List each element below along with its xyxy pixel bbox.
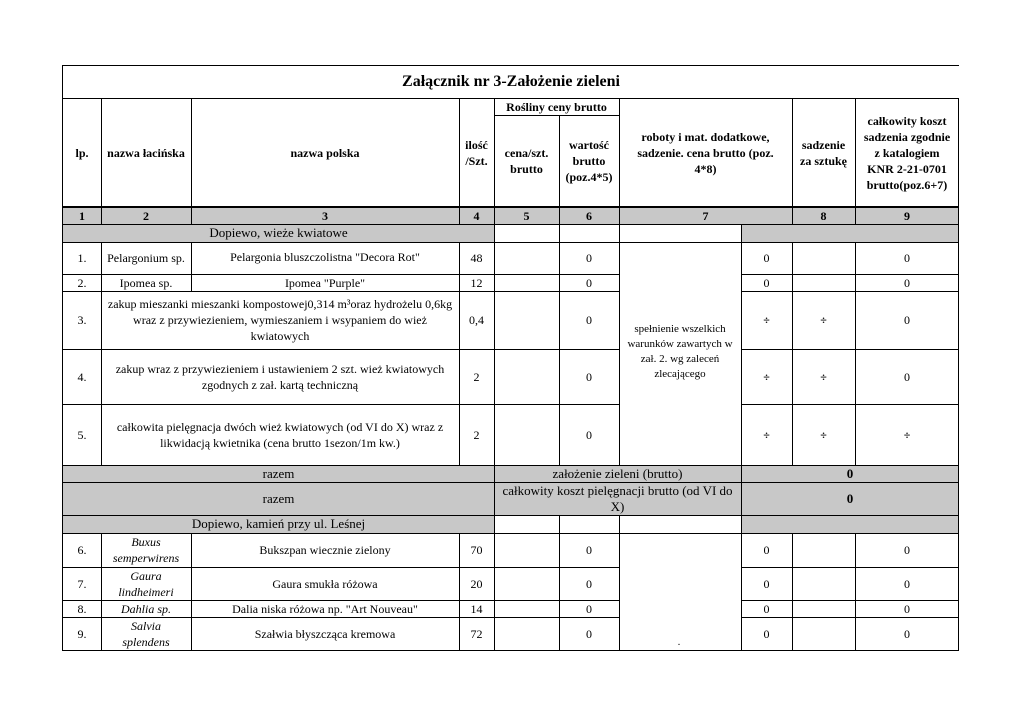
h-line-group xyxy=(494,115,619,116)
header-lp: lp. xyxy=(75,146,89,160)
h-line-header-bottom xyxy=(63,206,959,208)
row2-polish: Ipomea "Purple" xyxy=(284,275,366,290)
v-line-c6-b xyxy=(619,515,620,651)
v-line-c3-c xyxy=(459,533,460,651)
stray-mark: . xyxy=(677,637,681,648)
row9-value: 0 xyxy=(586,626,592,641)
row5-lp: 5. xyxy=(77,427,87,442)
h-line-r5 xyxy=(63,465,959,466)
header-polish-name: nazwa polska xyxy=(290,146,360,160)
col-number-4: 4 xyxy=(473,208,480,223)
summary2-desc: całkowity koszt pielęgnacji brutto (od VI do X) xyxy=(502,482,733,514)
col-number-3: 3 xyxy=(322,208,328,223)
section-title-1: Dopiewo, wieże kwiatowe xyxy=(209,225,348,240)
h-line-sec1-bottom xyxy=(63,242,959,243)
h-line-r7-a xyxy=(63,600,619,601)
row5-total: ÷ xyxy=(903,427,911,442)
row3-total: 0 xyxy=(904,313,910,327)
summary2-value: 0 xyxy=(846,490,854,506)
h-line-r1-b xyxy=(741,274,959,275)
row1-col8: 0 xyxy=(763,251,770,265)
v-line-c1-b xyxy=(101,242,102,465)
h-line-r4-b xyxy=(741,404,959,405)
h-line-sum2 xyxy=(63,515,959,516)
col-number-8: 8 xyxy=(820,208,827,223)
row4-col8: ÷ xyxy=(763,369,770,384)
v-line-c1-c xyxy=(101,533,102,651)
row2-total: 0 xyxy=(904,275,910,290)
row4-lp: 4. xyxy=(77,369,87,384)
row8-latin: Dahlia sp. xyxy=(120,601,171,616)
v-line-c2-c xyxy=(191,533,192,651)
row6-total: 0 xyxy=(904,543,910,557)
row7-latin: Gaura lindheimeri xyxy=(118,568,174,599)
v-line-right xyxy=(958,98,959,651)
row9-latin: Salvia splendens xyxy=(122,618,170,649)
col-number-6: 6 xyxy=(586,208,592,223)
row7-total: 0 xyxy=(904,576,910,591)
h-line-r3-a xyxy=(63,349,619,350)
row6-qty: 70 xyxy=(470,543,483,557)
row9-total: 0 xyxy=(904,626,910,641)
v-line-c5-a xyxy=(559,115,560,465)
row2-qty: 12 xyxy=(470,275,483,290)
summary2-label: razem xyxy=(262,490,295,506)
col-number-2: 2 xyxy=(143,208,149,223)
col-number-1: 1 xyxy=(79,208,85,223)
h-line-r8-a xyxy=(63,617,619,618)
section-title-2: Dopiewo, kamień przy ul. Leśnej xyxy=(191,516,366,531)
row6-lp: 6. xyxy=(77,543,87,557)
row7-lp: 7. xyxy=(77,576,87,591)
row8-col8: 0 xyxy=(763,601,770,616)
header-works: roboty i mat. dodatkowe, sadzenie. cena brutto (poz. 4*8) xyxy=(637,130,774,176)
row3-col8b: ÷ xyxy=(820,313,827,327)
h-line-r6-b xyxy=(741,567,959,568)
row9-lp: 9. xyxy=(77,626,87,641)
row7-value: 0 xyxy=(586,576,592,591)
row3-lp: 3. xyxy=(77,313,87,327)
row4-value: 0 xyxy=(586,369,592,384)
row1-qty: 48 xyxy=(470,251,483,265)
row1-total: 0 xyxy=(904,251,910,265)
header-latin-name: nazwa łacińska xyxy=(107,146,185,160)
v-line-c5-b xyxy=(559,515,560,651)
row8-value: 0 xyxy=(586,601,592,616)
row9-qty: 72 xyxy=(470,626,483,641)
row4-col8b: ÷ xyxy=(820,369,827,384)
row5-col8b: ÷ xyxy=(820,427,827,442)
row6-polish: Bukszpan wiecznie zielony xyxy=(259,543,391,557)
row8-polish: Dalia niska różowa np. "Art Nouveau" xyxy=(232,601,418,616)
page-title: Załącznik nr 3-Założenie zieleni xyxy=(402,73,620,90)
header-plants-prices-group: Rośliny ceny brutto xyxy=(506,100,607,114)
row9-polish: Szałwia błyszcząca kremowa xyxy=(254,626,396,641)
row7-qty: 20 xyxy=(470,576,483,591)
row9-col8: 0 xyxy=(763,626,770,641)
v-line-left xyxy=(62,65,63,651)
col-number-7: 7 xyxy=(702,208,709,223)
row1-value: 0 xyxy=(586,251,592,265)
h-line-r6-a xyxy=(63,567,619,568)
row6-col8: 0 xyxy=(763,543,770,557)
h-line-top xyxy=(63,65,959,66)
row2-lp: 2. xyxy=(77,275,87,290)
v-line-c2-b xyxy=(191,242,192,291)
col-number-5: 5 xyxy=(523,208,530,223)
v-line-c6-a xyxy=(619,98,620,465)
row1-polish: Pelargonia bluszczolistna "Decora Rot" xyxy=(230,250,420,264)
v-line-c8-a xyxy=(792,98,793,224)
header-quantity: ilość /Szt. xyxy=(465,138,488,168)
v-line-c8-c xyxy=(792,533,793,651)
section-band-1-right xyxy=(741,224,959,242)
h-line-sec2-bottom xyxy=(63,533,959,534)
h-line-r2-a xyxy=(63,291,619,292)
v-line-c9-a xyxy=(855,98,856,224)
row6-latin: Buxus semperwirens xyxy=(112,535,180,565)
row4-total: 0 xyxy=(904,369,910,384)
row7-col8: 0 xyxy=(763,576,770,591)
col-number-9: 9 xyxy=(904,208,910,223)
h-line-colnum-bottom xyxy=(63,224,959,225)
row2-latin: Ipomea sp. xyxy=(119,275,173,290)
v-line-c7-a xyxy=(741,224,742,651)
h-line-sum1 xyxy=(63,482,959,483)
row3-qty: 0,4 xyxy=(469,313,484,327)
row3-col8: ÷ xyxy=(763,313,770,327)
row4-polish: zakup wraz z przywiezieniem i ustawieniem 2 szt. wież kwiatowych zgodnych z zał. kartą techniczną xyxy=(115,361,445,392)
summary1-desc: założenie zieleni (brutto) xyxy=(552,465,683,481)
section-band-2-right xyxy=(741,515,959,533)
v-line-c2-a xyxy=(191,98,192,224)
v-line-c3-b xyxy=(459,242,460,465)
merged-conditions-note: spełnienie wszelkich warunków zawartych w zał. 2. wg zaleceń zlecającego xyxy=(627,323,733,380)
v-line-c9-b xyxy=(855,242,856,465)
v-line-c8-b xyxy=(792,242,793,465)
h-line-title-bottom xyxy=(63,98,959,99)
row5-polish: całkowita pielęgnacja dwóch wież kwiatowych (od VI do X) wraz z likwidacją kwietnika (cena brutto 1sezon/1m kw.) xyxy=(116,419,444,450)
h-line-r4-a xyxy=(63,404,619,405)
row6-value: 0 xyxy=(586,543,592,557)
row7-polish: Gaura smukła różowa xyxy=(272,576,378,591)
row3-polish: zakup mieszanki mieszanki kompostowej0,314 m³oraz hydrożelu 0,6kg wraz z przywiezieniem, wymieszaniem i wsypaniem do wież kwiatowych xyxy=(107,297,453,343)
row5-qty: 2 xyxy=(473,427,480,442)
row2-value: 0 xyxy=(586,275,592,290)
v-line-c4 xyxy=(494,98,495,651)
header-total: całkowity koszt sadzenia zgodnie z katalogiem KNR 2-21-0701 brutto(poz.6+7) xyxy=(863,114,951,192)
summary1-value: 0 xyxy=(846,465,854,481)
row5-value: 0 xyxy=(586,427,592,442)
summary1-label: razem xyxy=(262,465,295,481)
h-line-r1-a xyxy=(63,274,619,275)
row1-lp: 1. xyxy=(77,251,87,265)
row4-qty: 2 xyxy=(473,369,480,384)
header-price-per-unit: cena/szt. brutto xyxy=(504,146,549,176)
row5-col8: ÷ xyxy=(763,427,770,442)
row1-latin: Pelargonium sp. xyxy=(107,251,185,265)
h-line-r2-b xyxy=(741,291,959,292)
h-line-r3-b xyxy=(741,349,959,350)
row2-col8: 0 xyxy=(763,275,770,290)
v-line-c3-a xyxy=(459,98,460,224)
row8-total: 0 xyxy=(904,601,910,616)
h-line-bottom xyxy=(63,650,959,651)
h-line-r8-b xyxy=(741,617,959,618)
h-line-r7-b xyxy=(741,600,959,601)
header-value: wartość brutto (poz.4*5) xyxy=(565,138,613,184)
row8-qty: 14 xyxy=(470,601,483,616)
row8-lp: 8. xyxy=(77,601,87,616)
row3-value: 0 xyxy=(586,313,592,327)
header-planting: sadzenie za sztukę xyxy=(800,138,847,168)
v-line-c1-a xyxy=(101,98,102,224)
v-line-c9-c xyxy=(855,533,856,651)
